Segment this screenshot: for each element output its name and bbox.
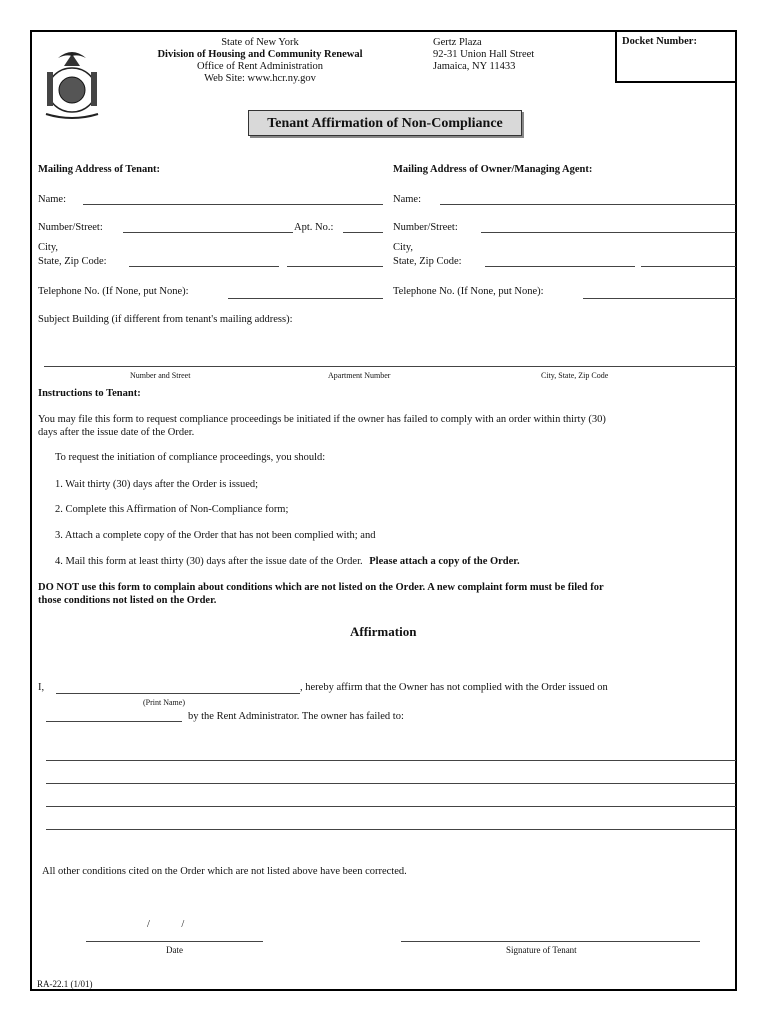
failure-line-3[interactable] [46,806,736,807]
instructions-paragraph-line-2: days after the issue date of the Order. [38,427,195,438]
state-seal-icon [38,44,106,120]
form-title: Tenant Affirmation of Non-Compliance [248,110,522,136]
instruction-step-1: 1. Wait thirty (30) days after the Order is issued; [55,479,259,490]
affirmation-i-label: I, [38,682,45,693]
tenant-city-label: City, [38,242,59,253]
owner-telephone-field[interactable] [583,298,736,299]
subject-building-label: Subject Building (if different from tenant's mailing address): [38,314,293,325]
failure-line-1[interactable] [46,760,736,761]
header-state: State of New York [221,37,299,48]
owner-name-field[interactable] [440,204,736,205]
signature-field[interactable] [401,941,700,942]
tenant-name-label: Name: [38,194,66,205]
date-field[interactable] [86,941,263,942]
owner-city-label: City, [393,242,414,253]
header-office: Office of Rent Administration [196,61,324,72]
subject-building-apartment-caption: Apartment Number [328,371,391,380]
tenant-city-state-field[interactable] [129,266,279,267]
date-caption: Date [166,945,183,955]
owner-zip-field[interactable] [641,266,736,267]
address-line-2: 92-31 Union Hall Street [433,49,535,60]
print-name-caption: (Print Name) [143,698,185,707]
owner-name-label: Name: [393,194,421,205]
form-code: RA-22.1 (1/01) [37,979,93,989]
corrected-statement: All other conditions cited on the Order which are not listed above have been corrected. [42,866,407,877]
tenant-telephone-label: Telephone No. (If None, put None): [38,286,189,297]
tenant-apt-label: Apt. No.: [294,222,334,233]
instruction-step-4-attach-note: Please attach a copy of the Order. [369,556,520,567]
date-slashes: / / [147,919,185,930]
affirmation-statement: , hereby affirm that the Owner has not complied with the Order issued on [300,682,608,693]
header-division: Division of Housing and Community Renewal [157,49,363,60]
address-line-1: Gertz Plaza [433,37,482,48]
tenant-apt-field[interactable] [343,232,383,233]
tenant-telephone-field[interactable] [228,298,383,299]
tenant-address-heading: Mailing Address of Tenant: [38,164,161,175]
subject-building-city-caption: City, State, Zip Code [541,371,609,380]
failure-line-2[interactable] [46,783,736,784]
subject-building-field[interactable] [44,366,736,367]
instruction-step-3: 3. Attach a complete copy of the Order that has not been complied with; and [55,530,376,541]
tenant-street-field[interactable] [123,232,293,233]
owner-address-heading: Mailing Address of Owner/Managing Agent: [393,164,593,175]
instructions-paragraph-line-1: You may file this form to request compliance proceedings be initiated if the owner has failed to comply with an order within thirty (30) [38,414,606,425]
header-website: Web Site: www.hcr.ny.gov [204,73,316,84]
subject-building-street-caption: Number and Street [130,371,191,380]
instruction-step-4: 4. Mail this form at least thirty (30) days after the issue date of the Order. [55,556,363,567]
failure-line-4[interactable] [46,829,736,830]
tenant-name-field[interactable] [83,204,383,205]
owner-state-zip-label: State, Zip Code: [393,256,462,267]
affirmation-by-text: by the Rent Administrator. The owner has failed to: [188,711,404,722]
signature-caption: Signature of Tenant [506,945,577,955]
tenant-state-zip-label: State, Zip Code: [38,256,107,267]
owner-street-label: Number/Street: [393,222,458,233]
owner-telephone-label: Telephone No. (If None, put None): [393,286,544,297]
tenant-street-label: Number/Street: [38,222,103,233]
order-date-field[interactable] [46,721,182,722]
owner-city-state-field[interactable] [485,266,635,267]
instructions-intro: To request the initiation of compliance proceedings, you should: [55,452,326,463]
warning-line-2: those conditions not listed on the Order. [38,595,217,606]
address-line-3: Jamaica, NY 11433 [433,61,516,72]
warning-line-1: DO NOT use this form to complain about conditions which are not listed on the Order. A new complaint form must be filed for [38,582,604,593]
docket-number-label: Docket Number: [622,36,697,47]
instruction-step-2: 2. Complete this Affirmation of Non-Compliance form; [55,504,289,515]
instructions-heading: Instructions to Tenant: [38,388,141,399]
tenant-zip-field[interactable] [287,266,383,267]
owner-street-field[interactable] [481,232,736,233]
affirmation-heading: Affirmation [350,624,417,639]
print-name-field[interactable] [56,693,300,694]
